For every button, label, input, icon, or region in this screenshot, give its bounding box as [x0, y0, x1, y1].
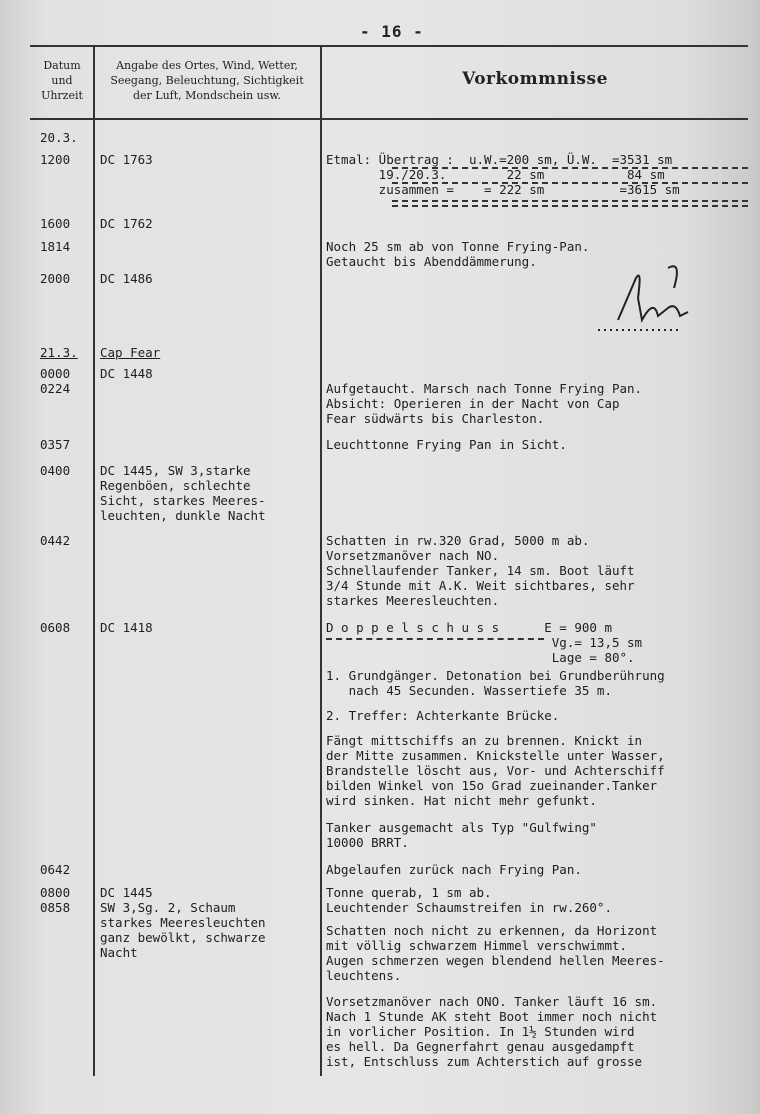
- row-event: Leuchttonne Frying Pan in Sicht.: [326, 437, 567, 452]
- etmal-double-rule: [392, 200, 748, 202]
- etmal-rule: [392, 182, 748, 184]
- header-bottom-rule: [30, 118, 748, 120]
- row-place: Cap Fear: [100, 345, 161, 360]
- row-time: 0442: [40, 533, 71, 548]
- etmal-double-rule: [392, 205, 748, 207]
- row-time: 0608: [40, 620, 71, 635]
- header-events: Vorkommnisse: [462, 69, 608, 89]
- row-event: Schatten in rw.320 Grad, 5000 m ab. Vorsetzmanöver nach NO. Schnellaufender Tanker, 14 sm. Boot läuft 3/4 Stunde mit A.K. Weit sichtbares, sehr starkes Meeresleuchten.: [326, 533, 635, 608]
- row-event: Aufgetaucht. Marsch nach Tonne Frying Pan. Absicht: Operieren in der Nacht von Cap Fear südwärts bis Charleston.: [326, 381, 643, 426]
- row-time: 1814: [40, 239, 71, 254]
- row-event: Schatten noch nicht zu erkennen, da Horizont mit völlig schwarzem Himmel verschwimmt. Augen schmerzen wegen blendend hellen Meeres- leuchtens.: [326, 923, 665, 983]
- row-place: DC 1486: [100, 271, 153, 286]
- row-time: 0800 0858: [40, 885, 71, 915]
- row-time: 0642: [40, 862, 71, 877]
- handwritten-signature: [598, 258, 708, 338]
- row-event: D o p p e l s c h u s s E = 900 m Vg.= 13,5 sm Lage = 80°.: [326, 620, 643, 665]
- column-divider-2: [320, 46, 322, 1076]
- row-time: 20.3.: [40, 130, 78, 145]
- row-event: Fängt mittschiffs an zu brennen. Knickt in der Mitte zusammen. Knickstelle unter Wasser, Brandstelle löscht aus, Vor- und Achterschiff bilden Winkel von 15o Grad zueinander.Tanker wird sinken. Hat nicht mehr gefunkt.: [326, 733, 665, 808]
- doppelschuss-rule: [326, 638, 544, 640]
- header-date-time: Datum und Uhrzeit: [41, 59, 83, 102]
- row-time: 2000: [40, 271, 71, 286]
- row-event: Vorsetzmanöver nach ONO. Tanker läuft 16 sm. Nach 1 Stunde AK steht Boot immer noch nicht in vorlicher Position. In 1½ Stunden wird es hell. Da Gegnerfahrt genau ausgedampft ist, Entschluss zum Achterstich auf grosse: [326, 994, 658, 1069]
- row-place: DC 1418: [100, 620, 153, 635]
- row-event: Abgelaufen zurück nach Frying Pan.: [326, 862, 582, 877]
- row-time: 0357: [40, 437, 71, 452]
- row-event: Etmal: Übertrag : u.W.=200 sm, Ü.W. =3531 sm 19./20.3. 22 sm 84 sm zusammen = = 222 sm =3615 sm: [326, 152, 680, 197]
- row-event: Tonne querab, 1 sm ab. Leuchtender Schaumstreifen in rw.260°.: [326, 885, 612, 915]
- row-event: Tanker ausgemacht als Typ "Gulfwing" 10000 BRRT.: [326, 820, 597, 850]
- row-event: Noch 25 sm ab von Tonne Frying-Pan. Getaucht bis Abenddämmerung.: [326, 239, 590, 269]
- row-place: DC 1445, SW 3,starke Regenböen, schlechte Sicht, starkes Meeres- leuchten, dunkle Nacht: [100, 463, 266, 523]
- header-place-weather: Angabe des Ortes, Wind, Wetter, Seegang, Beleuchtung, Sichtigkeit der Luft, Mondschein usw.: [110, 59, 304, 102]
- row-place: DC 1762: [100, 216, 153, 231]
- row-time: 1600: [40, 216, 71, 231]
- row-time: 0000 0224: [40, 366, 71, 396]
- page-number: - 16 -: [360, 22, 424, 41]
- row-time: 0400: [40, 463, 71, 478]
- row-place: DC 1763: [100, 152, 153, 167]
- row-time: 1200: [40, 152, 71, 167]
- etmal-rule: [392, 167, 748, 169]
- row-event: 2. Treffer: Achterkante Brücke.: [326, 708, 560, 723]
- header-top-rule: [30, 45, 748, 47]
- row-place: DC 1445 SW 3,Sg. 2, Schaum starkes Meeresleuchten ganz bewölkt, schwarze Nacht: [100, 885, 266, 960]
- row-event: 1. Grundgänger. Detonation bei Grundberührung nach 45 Secunden. Wassertiefe 35 m.: [326, 668, 665, 698]
- row-place: DC 1448: [100, 366, 153, 381]
- column-divider-1: [93, 46, 95, 1076]
- row-time: 21.3.: [40, 345, 78, 360]
